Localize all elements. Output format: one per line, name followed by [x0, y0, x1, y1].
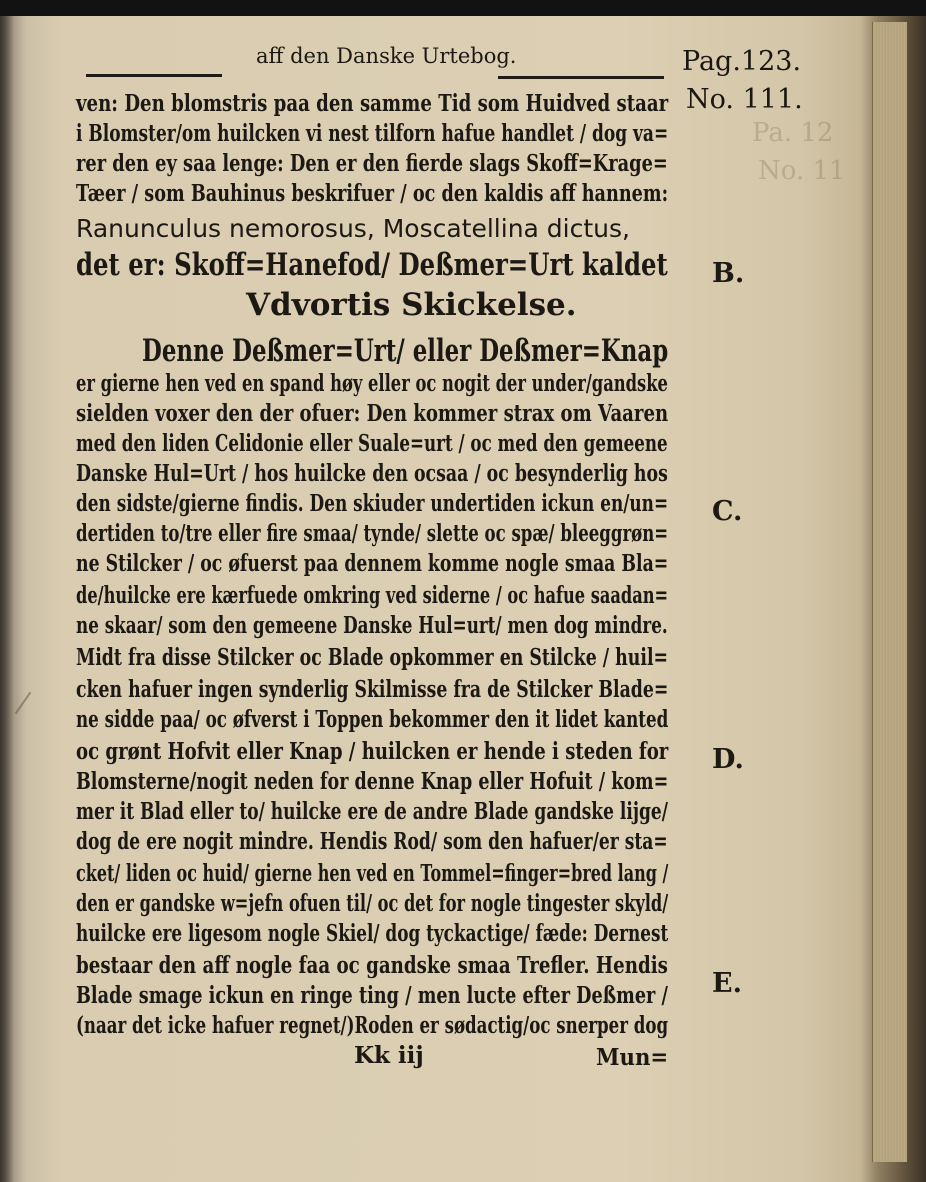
text-line: Midt fra disse Stilcker oc Blade opkommer en Stilcke / huil= — [76, 644, 669, 671]
text-line: cket/ liden oc huid/ gierne hen ved en Tommel=finger=bred lang / — [76, 860, 669, 887]
text-line: ven: Den blomstris paa den samme Tid som Huidved staar — [76, 90, 669, 117]
text-line: den er gandske w=jefn ofuen til/ oc det for nogle tingester skyld/ — [76, 890, 669, 917]
text-line: sielden voxer den der ofuer: Den kommer strax om Vaaren — [76, 400, 669, 427]
page-edges — [872, 22, 907, 1162]
margin-note: D. — [712, 744, 744, 775]
text-line: huilcke ere ligesom nogle Skiel/ dog tyckactige/ fæde: Dernest — [76, 920, 669, 947]
text-line: det er: Skoff=Hanefod/ Deßmer=Urt kaldet — [76, 247, 668, 283]
bleed-through-text: Pa. 12 — [752, 118, 834, 148]
scanner-top-band — [0, 0, 926, 16]
section-heading: Vdvortis Skickelse. — [246, 287, 577, 323]
text-line: de/huilcke ere kærfuede omkring ved siderne / oc hafue saadan= — [76, 582, 669, 609]
text-line: er gierne hen ved en spand høy eller oc nogit der under/gandske — [76, 370, 668, 397]
text-line: cken hafuer ingen synderlig Skilmisse fra de Stilcker Blade= — [76, 676, 669, 703]
text-line: Tæer / som Bauhinus beskrifuer / oc den kaldis aff hannem: — [76, 180, 669, 207]
text-line: oc grønt Hofvit eller Knap / huilcken er hende i steden for — [76, 738, 669, 765]
gutter-shadow — [0, 16, 14, 1182]
text-line: Blade smage ickun en ringe ting / men lucte efter Deßmer / — [76, 982, 668, 1009]
text-line: rer den ey saa lenge: Den er den fierde slags Skoff=Krage= — [76, 150, 668, 177]
margin-note: C. — [712, 496, 743, 527]
header-rule — [498, 76, 664, 79]
page-number: Pag.123. — [682, 46, 802, 77]
folio-number: No. 111. — [686, 84, 803, 115]
text-line: i Blomster/om huilcken vi nest tilforn hafue handlet / dog va= — [76, 120, 669, 147]
text-line: Danske Hul=Urt / hos huilcke den ocsaa / oc besynderlig hos — [76, 460, 668, 487]
margin-note: B. — [712, 258, 745, 289]
catchword: Mun= — [596, 1044, 669, 1071]
text-line: dog de ere nogit mindre. Hendis Rod/ som den hafuer/er sta= — [76, 828, 668, 855]
signature-mark: Kk iij — [354, 1042, 424, 1069]
text-line: dertiden to/tre eller fire smaa/ tynde/ slette oc spæ/ bleeggrøn= — [76, 520, 669, 547]
text-line: Denne Deßmer=Urt/ eller Deßmer=Knap — [142, 333, 669, 369]
text-line: Blomsterne/nogit neden for denne Knap eller Hofuit / kom= — [76, 768, 669, 795]
text-line: med den liden Celidonie eller Suale=urt / oc med den gemeene — [76, 430, 668, 457]
text-line: ne Stilcker / oc øfuerst paa dennem komme nogle smaa Bla= — [76, 550, 669, 577]
margin-note: E. — [712, 968, 742, 999]
text-line: Ranunculus nemorosus, Moscatellina dictus, — [76, 214, 630, 243]
text-line: mer it Blad eller to/ huilcke ere de andre Blade gandske lijge/ — [76, 798, 668, 825]
text-line: (naar det icke hafuer regnet/)Roden er sødactig/oc snerper dog — [76, 1012, 669, 1039]
text-line: ne skaar/ som den gemeene Danske Hul=urt/ men dog mindre. — [76, 612, 668, 639]
text-line: bestaar den aff nogle faa oc gandske smaa Trefler. Hendis — [76, 952, 668, 979]
bleed-through-text: No. 11 — [758, 156, 846, 186]
running-title: aff den Danske Urtebog. — [256, 44, 517, 68]
text-line: den sidste/gierne findis. Den skiuder undertiden ickun en/un= — [76, 490, 669, 517]
header-rule — [86, 74, 222, 77]
stray-ink-mark — [15, 692, 32, 714]
text-line: ne sidde paa/ oc øfverst i Toppen bekommer den it lidet kanted — [76, 706, 669, 733]
